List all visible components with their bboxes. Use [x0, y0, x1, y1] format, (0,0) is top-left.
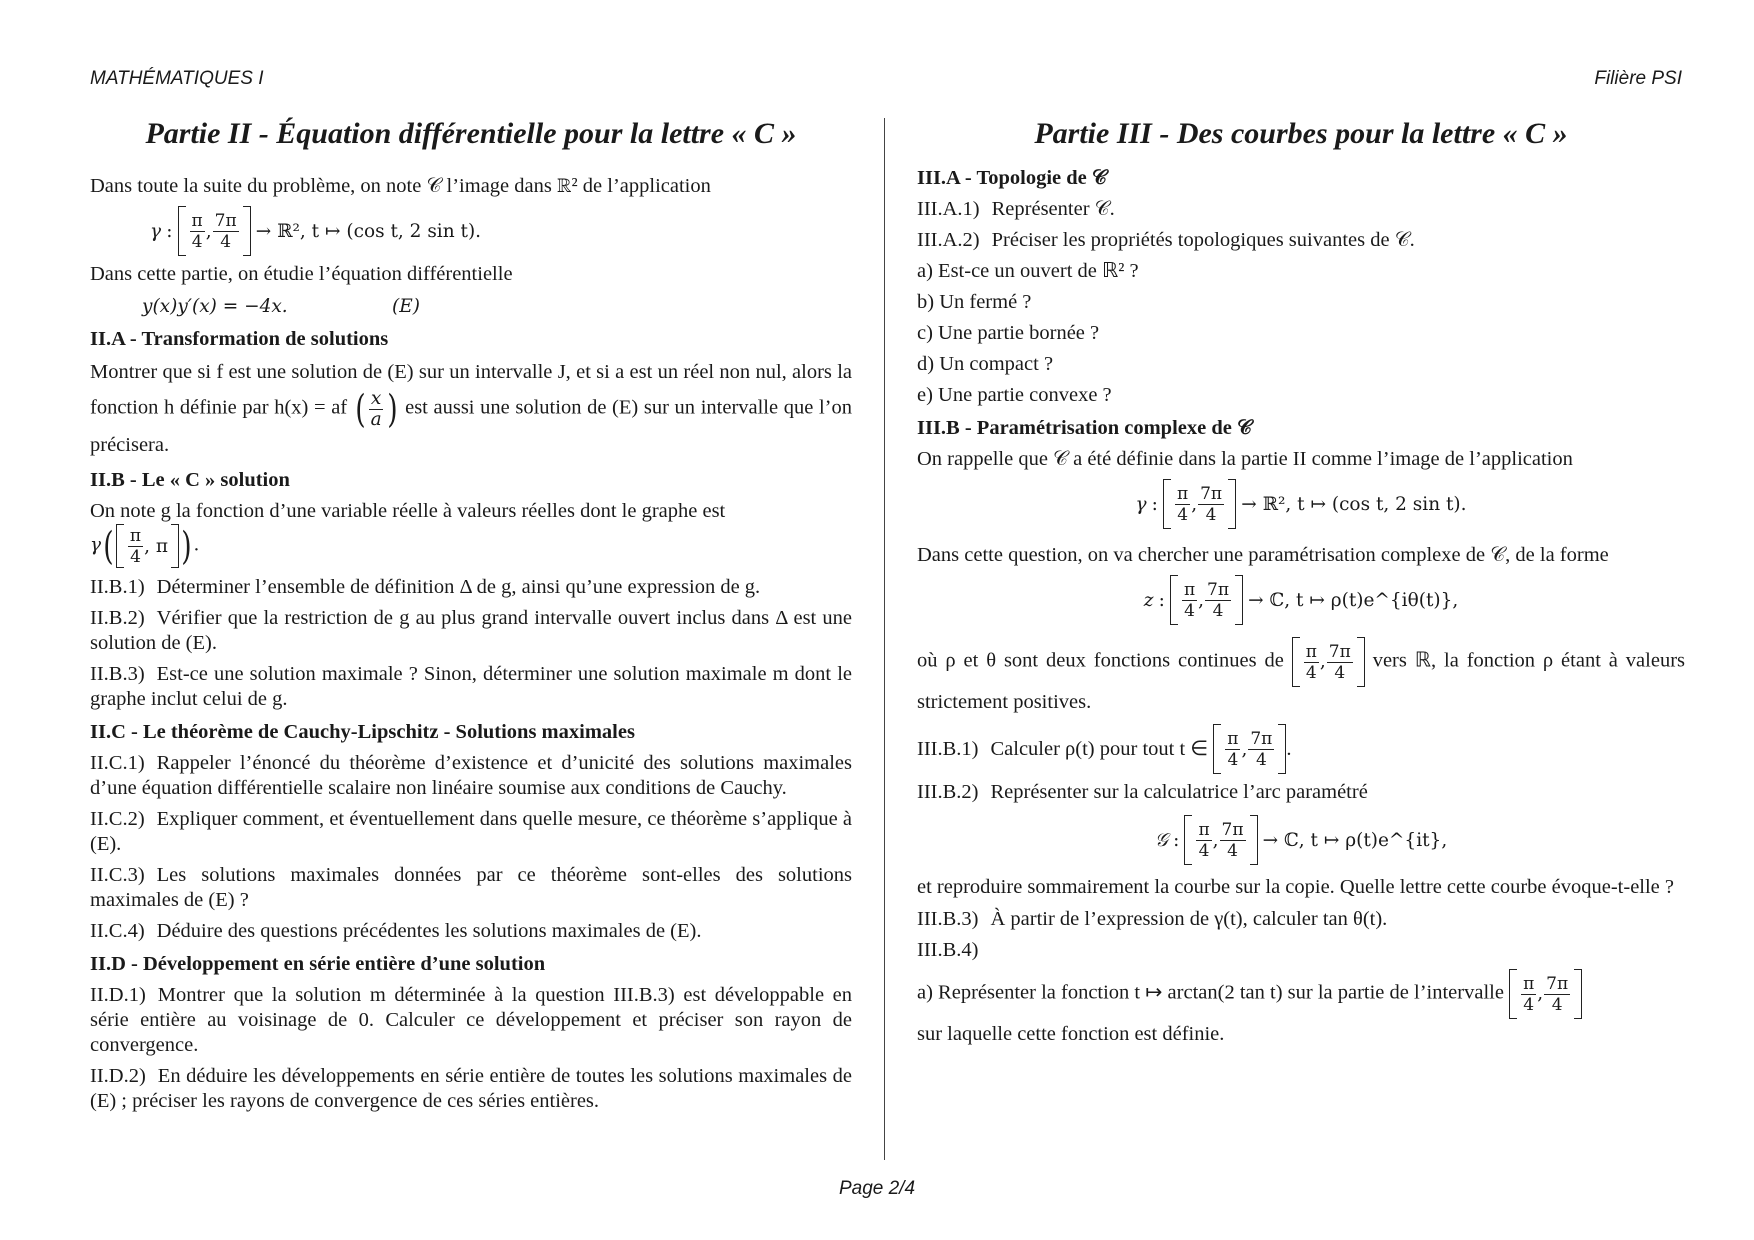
question-text: Rappeler l’énoncé du théorème d’existence et d’unicité des solutions maximales d’une équation différentielle scalaire non linéaire soumise aux conditions de Cauchy. — [90, 752, 852, 799]
intro-text-1: Dans toute la suite du problème, on note 𝒞 l’image dans ℝ² de l’application — [90, 175, 711, 197]
frac-den: 4 — [1255, 749, 1267, 770]
IIIB-text-2: Dans cette question, on va chercher une paramétrisation complexe de 𝒞, de la forme — [917, 544, 1609, 566]
frac-den: 4 — [1334, 662, 1346, 683]
gamma-map: → ℝ², t ↦ (cos t, 2 sin t). — [1241, 493, 1467, 515]
question-number: II.D.2) — [90, 1065, 146, 1087]
column-divider — [884, 118, 885, 1160]
comma: , — [1241, 738, 1248, 760]
question-number: II.C.4) — [90, 920, 145, 942]
question-IIC1 — [90, 751, 852, 801]
IIIB-text-3 — [917, 637, 1685, 717]
frac-den: 4 — [1198, 840, 1210, 861]
frac-num: x — [370, 387, 382, 409]
header-track: Filière PSI — [1594, 68, 1682, 89]
colon: : — [166, 220, 173, 242]
question-text: Calculer ρ(t) pour tout t ∈ — [990, 737, 1209, 760]
page-number: Page 2/4 — [838, 1178, 916, 1199]
question-IIC4 — [90, 919, 852, 944]
period: . — [1286, 737, 1292, 760]
question-IIIB2 — [917, 780, 1685, 805]
IIA-text-1: Montrer que si f est une solution de (E) sur un intervalle J, et si a est un réel non nul, alors la fonction h définie par h(x) = af — [90, 361, 852, 419]
list-item: e) Une partie convexe ? — [917, 384, 1112, 406]
question-text: Expliquer comment, et éventuellement dans quelle mesure, ce théorème s’applique à (E). — [90, 808, 852, 855]
question-IIB2 — [90, 606, 852, 656]
question-text: Vérifier que la restriction de g au plus grand intervalle ouvert inclus dans Δ est une solution de (E). — [90, 607, 852, 654]
frac-den: 4 — [1205, 504, 1217, 525]
frac-num: π — [1198, 819, 1210, 840]
frac-den: 4 — [1551, 994, 1563, 1015]
question-text-end: sur laquelle cette fonction est définie. — [917, 1023, 1225, 1045]
equation-E-body: y(x)y′(x) = −4x. — [142, 296, 288, 317]
comma: , — [205, 220, 212, 242]
fraction-x-over-a: ( $\frac{x}{a}$ ) — [354, 387, 398, 431]
frac-num: π — [129, 525, 142, 546]
colon: : — [1173, 829, 1180, 851]
list-item: a) Est-ce un ouvert de ℝ² ? — [917, 260, 1139, 282]
IIB-text-1: On note g la fonction d’une variable réelle à valeurs réelles dont le graphe est — [90, 500, 726, 522]
question-IID1 — [90, 983, 852, 1058]
comma: , — [1198, 589, 1205, 611]
interval-bracket — [1509, 969, 1582, 1019]
question-text: a) Représenter la fonction t ↦ arctan(2 tan t) sur la partie de l’intervalle — [917, 981, 1504, 1004]
frac-den: 4 — [1212, 600, 1224, 621]
section-IIA-text — [90, 358, 852, 460]
G-definition — [917, 815, 1685, 865]
question-number: II.B.3) — [90, 663, 145, 685]
section-IIA-title: II.A - Transformation de solutions — [90, 328, 389, 350]
section-IIC-title: II.C - Le théorème de Cauchy-Lipschitz - Solutions maximales — [90, 721, 635, 743]
question-number: II.D.1) — [90, 984, 146, 1006]
question-number: II.C.1) — [90, 752, 145, 774]
frac-num: π — [1523, 973, 1535, 994]
right-column — [917, 112, 1685, 1055]
frac-den: 4 — [1305, 662, 1317, 683]
IIIB-text-4: et reproduire sommairement la courbe sur la copie. Quelle lettre cette courbe évoque-t-elle ? — [917, 876, 1675, 898]
equation-E — [90, 294, 852, 319]
section-IIB-title: II.B - Le « C » solution — [90, 469, 290, 491]
question-text: Déterminer l’ensemble de définition Δ de g, ainsi qu’une expression de g. — [156, 576, 761, 598]
question-text: Représenter sur la calculatrice l’arc paramétré — [990, 781, 1368, 803]
question-IIB3 — [90, 662, 852, 712]
frac-num: π — [1177, 483, 1189, 504]
question-IIIB1 — [917, 724, 1685, 774]
interval-end: , π — [144, 535, 168, 557]
frac-den: 4 — [220, 231, 232, 252]
question-IIC2 — [90, 807, 852, 857]
question-number: III.A.1) — [917, 198, 980, 220]
question-text: Préciser les propriétés topologiques suivantes de 𝒞. — [991, 229, 1415, 251]
gamma-symbol: γ — [1135, 493, 1147, 515]
G-symbol: 𝒢 — [1154, 829, 1168, 851]
question-number: II.C.3) — [90, 864, 145, 886]
IIA-text-2: est aussi une solution de (E) sur un intervalle que l’on précisera. — [90, 396, 852, 456]
list-item: b) Un fermé ? — [917, 291, 1032, 313]
comma: , — [1212, 829, 1219, 851]
frac-num: π — [1305, 641, 1317, 662]
frac-num: 7π — [1221, 819, 1244, 840]
question-number: II.B.1) — [90, 576, 145, 598]
section-IID-title: II.D - Développement en série entière d’une solution — [90, 953, 546, 975]
frac-den: 4 — [1227, 840, 1238, 861]
interval-bracket — [178, 206, 251, 256]
frac-num: π — [191, 210, 203, 231]
question-IIIA1 — [917, 197, 1685, 222]
question-number: III.B.2) — [917, 781, 979, 803]
question-text: Montrer que la solution m déterminée à la question III.B.3) est développable en série entière au voisinage de 0. Calculer ce développement et préciser son rayon de convergence. — [90, 984, 852, 1056]
frac-den: a — [370, 408, 382, 430]
IIIB-text-3a: où ρ et θ sont deux fonctions continues de — [917, 649, 1284, 672]
intro-text-2: Dans cette partie, on étudie l’équation différentielle — [90, 263, 513, 285]
question-text: À partir de l’expression de γ(t), calculer tan θ(t). — [990, 908, 1388, 930]
frac-den: 4 — [1184, 600, 1195, 621]
list-item: c) Une partie bornée ? — [917, 322, 1100, 344]
colon: : — [1151, 493, 1158, 515]
frac-den: 4 — [191, 231, 203, 252]
question-text: Représenter 𝒞. — [991, 198, 1115, 220]
header-subject: MATHÉMATIQUES I — [90, 68, 264, 89]
question-IIB1 — [90, 575, 852, 600]
comma: , — [1537, 983, 1544, 1004]
question-number: II.B.2) — [90, 607, 145, 629]
frac-num: 7π — [1328, 641, 1351, 662]
IIIB-text-1: On rappelle que 𝒞 a été définie dans la partie II comme l’image de l’application — [917, 448, 1573, 470]
z-definition — [917, 575, 1685, 625]
z-map: → ℂ, t ↦ ρ(t)e^{iθ(t)}, — [1248, 589, 1459, 611]
colon: : — [1158, 589, 1165, 611]
frac-den: 4 — [1523, 994, 1535, 1015]
frac-num: π — [1227, 728, 1239, 749]
list-item: d) Un compact ? — [917, 353, 1054, 375]
question-IIIB3 — [917, 907, 1685, 932]
equation-E-label: (E) — [392, 296, 420, 317]
comma: , — [1319, 651, 1326, 672]
frac-num: 7π — [1207, 579, 1230, 600]
interval-bracket — [1170, 575, 1243, 625]
frac-num: 7π — [214, 210, 237, 231]
frac-den: 4 — [1177, 504, 1189, 525]
question-text: En déduire les développements en série entière de toutes les solutions maximales de (E) ; préciser les rayons de convergence de ces séries entières. — [90, 1065, 852, 1112]
gamma-symbol: γ — [150, 220, 162, 242]
gamma-map: → ℝ², t ↦ (cos t, 2 sin t). — [255, 220, 482, 242]
frac-den: 4 — [1227, 749, 1239, 770]
frac-den: 4 — [130, 546, 141, 567]
frac-num: 7π — [1200, 483, 1223, 504]
question-IID2 — [90, 1064, 852, 1114]
frac-num: π — [1183, 579, 1196, 600]
question-number: III.B.4) — [917, 939, 979, 961]
question-IIIA2 — [917, 228, 1685, 253]
period: . — [193, 533, 199, 556]
interval-bracket — [1163, 479, 1236, 529]
question-number: III.B.1) — [917, 737, 979, 760]
gamma-definition — [90, 206, 852, 256]
section-IIIA-title: III.A - Topologie de 𝒞 — [917, 167, 1107, 189]
question-IIC3 — [90, 863, 852, 913]
interval-bracket — [1184, 815, 1257, 865]
frac-num: 7π — [1250, 728, 1273, 749]
z-symbol: z — [1143, 589, 1154, 611]
question-text: Est-ce une solution maximale ? Sinon, déterminer une solution maximale m dont le graphe inclut celui de g. — [90, 663, 852, 710]
frac-num: 7π — [1546, 973, 1569, 994]
left-column — [90, 112, 852, 1120]
section-IIIB-title: III.B - Paramétrisation complexe de 𝒞 — [917, 417, 1252, 439]
gamma-interval-arg: ( $\frac{\pi}{4}$ , π ) — [103, 524, 192, 568]
question-number: III.A.2) — [917, 229, 980, 251]
interval-bracket — [1292, 637, 1365, 687]
part-iii-title: Partie III - Des courbes pour la lettre « C » — [1034, 117, 1568, 150]
gamma-definition-repeat — [917, 479, 1685, 529]
question-number: II.C.2) — [90, 808, 145, 830]
question-text: Déduire des questions précédentes les solutions maximales de (E). — [156, 920, 702, 942]
IIIB-text-3b: vers ℝ, la fonction ρ étant à valeurs strictement positives. — [917, 649, 1685, 713]
comma: , — [1191, 493, 1198, 515]
G-map: → ℂ, t ↦ ρ(t)e^{it}, — [1262, 829, 1448, 851]
question-IIIB4 — [917, 938, 1685, 963]
question-IIIB4a — [917, 969, 1685, 1049]
part-ii-title: Partie II - Équation différentielle pour la lettre « C » — [145, 117, 797, 150]
gamma-symbol: γ — [90, 534, 102, 556]
question-text: Les solutions maximales données par ce théorème sont-elles des solutions maximales de (E) ? — [90, 864, 852, 911]
interval-bracket — [1213, 724, 1286, 774]
question-number: III.B.3) — [917, 908, 979, 930]
section-IIB-text — [90, 499, 852, 568]
